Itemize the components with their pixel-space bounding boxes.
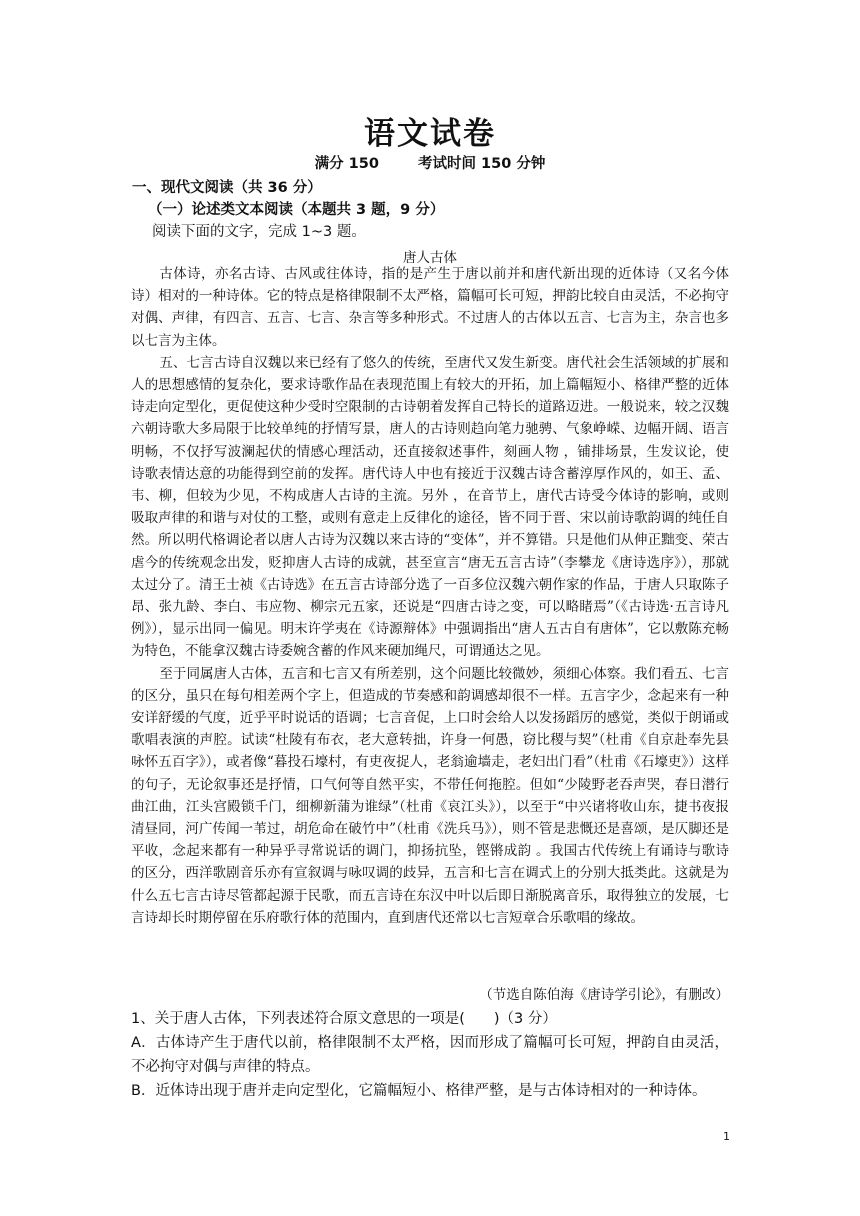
question-1 — [131, 1007, 729, 1103]
section-heading: 一、现代文阅读（共 36 分） — [132, 180, 322, 196]
article-body — [131, 263, 729, 929]
exam-subtitle — [0, 152, 860, 173]
article-paragraph-2: 五、七言古诗自汉魏以来已经有了悠久的传统，至唐代又发生新变。唐代社会生活领域的扩展和人的思想感情的复杂化，要求诗歌作品在表现范围上有较大的开拓，加上篇幅短小、格律严整的近体诗走向定型化，更促使这种少受时空限制的古诗朝着发挥自己特长的道路迈进。一般说来，较之汉魏六朝诗歌大多局限于比较单纯的抒情写景，唐人的古诗则趋向笔力驰骋、气象峥嵘、边幅开阔、语言明畅，不仅抒写波澜起伏的情感心理活动，还直接叙述事件，刻画人物 ，铺排场景，生发议论，使诗歌表情达意的功能得到空前的发挥。唐代诗人中也有接近于汉魏古诗含蓄淳厚作风的，如王、孟、韦、柳，但较为少见，不构成唐人古诗的主流。另外 ，在音节上，唐代古诗受今体诗的影响，或则吸取声律的和谐与对仗的工整，或则有意走上反律化的途径，皆不同于晋、宋以前诗歌韵调的纯任自然。所以明代格调论者以唐人古诗为汉魏以来古诗的“变体”，并不算错。只是他们从伸正黜变、荣古虐今的传统观念出发，贬抑唐人古诗的成就，甚至宣言“唐无五言古诗”（李攀龙《唐诗选序》），那就太过分了。清王士祯《古诗选》在五言古诗部分选了一百多位汉魏六朝作家的作品，于唐人只取陈子昂、张九龄、李白、韦应物、柳宗元五家，还说是“四唐古诗之变，可以略睹焉”（《古诗选·五言诗凡例》），显示出同一偏见。明末许学夷在《诗源辩体》中强调指出“唐人五古自有唐体”，它以敷陈充畅为特色，不能拿汉魏古诗委婉含蓄的作风来硬加绳尺，可谓通达之见。 — [131, 354, 729, 660]
exam-title: 语文试卷 — [364, 116, 496, 152]
question-1-stem: 1、关于唐人古体，下列表述符合原文意思的一项是( )（3 分） — [131, 1011, 557, 1027]
reading-instruction: 阅读下面的文字，完成 1~3 题。 — [152, 224, 366, 240]
full-score: 满分 150 — [314, 156, 379, 172]
page-number: 1 — [723, 1130, 730, 1143]
article-title: 唐人古体 — [403, 250, 457, 266]
article-paragraph-1: 古体诗，亦名古诗、古风或往体诗，指的是产生于唐以前并和唐代新出现的近体诗（又名今体诗）相对的一种诗体。它的特点是格律限制不太严格，篇幅可长可短，押韵比较自由灵活，不必拘守对偶、声律，有四言、五言、七言、杂言等多种形式。不过唐人的古体以五言、七言为主，杂言也多以七言为主体。 — [131, 266, 729, 349]
question-1-option-b: B．近体诗出现于唐并走向定型化，它篇幅短小、格律严整，是与古体诗相对的一种诗体。 — [131, 1083, 707, 1099]
subsection-heading: （一）论述类文本阅读（本题共 3 题，9 分） — [148, 202, 445, 218]
question-1-option-a: A．古体诗产生于唐代以前，格律限制不太严格，因而形成了篇幅可长可短，押韵自由灵活，不必拘守对偶与声律的特点。 — [131, 1035, 729, 1075]
article-source: （节选自陈伯海《唐诗学引论》，有删改） — [479, 987, 729, 1003]
article-paragraph-3: 至于同属唐人古体，五言和七言又有所差别，这个问题比较微妙，须细心体察。我们看五、七言的区分，虽只在每句相差两个字上，但造成的节奏感和韵调感却很不一样。五言字少，念起来有一种安详舒缓的气度，近乎平时说话的语调；七言音促，上口时会给人以发扬蹈厉的感觉，类似于朗诵或歌唱表演的声腔。试读“杜陵有布衣，老大意转拙，许身一何愚，窃比稷与契”（杜甫《自京赴奉先县咏怀五百字》），或者像“暮投石壕村，有吏夜捉人，老翁逾墙走，老妇出门看”（杜甫《石壕吏》）这样的句子，无论叙事还是抒情，口气何等自然平实，不带任何拖腔。但如“少陵野老吞声哭，春日潜行曲江曲，江头宫殿锁千门，细柳新蒲为谁绿”（杜甫《哀江头》），以至于“中兴诸将收山东，捷书夜报清昼同，河广传闻一苇过，胡危命在破竹中”（杜甫《洗兵马》），则不管是悲慨还是喜颂，是仄脚还是平收，念起来都有一种异乎寻常说话的调门，抑扬抗坠，铿锵成韵 。我国古代传统上有诵诗与歌诗的区分，西洋歌剧音乐亦有宣叙调与咏叹调的歧异，五言和七言在调式上的分别大抵类此。这就是为什么五七言古诗尽管都起源于民歌，而五言诗在东汉中叶以后即日渐脱离音乐，取得独立的发展，七言诗却长时期停留在乐府歌行体的范围内，直到唐代还常以七言短章合乐歌唱的缘故。 — [131, 665, 729, 926]
exam-time: 考试时间 150 分钟 — [418, 156, 546, 172]
